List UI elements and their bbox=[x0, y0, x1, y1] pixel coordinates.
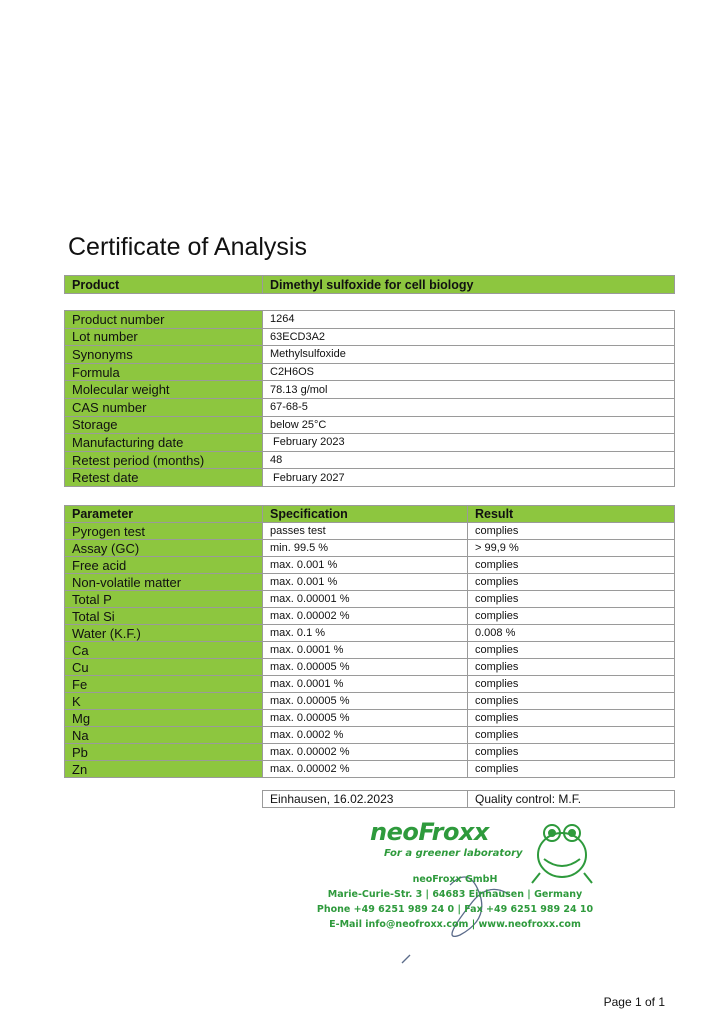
detail-value: February 2023 bbox=[263, 434, 675, 452]
detail-value: 48 bbox=[263, 451, 675, 469]
detail-label: Manufacturing date bbox=[65, 434, 263, 452]
product-value: Dimethyl sulfoxide for cell biology bbox=[263, 276, 675, 294]
spec-row bbox=[65, 523, 675, 540]
spec-parameter: Total P bbox=[65, 591, 263, 608]
brand-logo-text: neoFroxx bbox=[370, 818, 489, 846]
spec-result: complies bbox=[468, 693, 675, 710]
spec-parameter: Free acid bbox=[65, 557, 263, 574]
detail-value: below 25°C bbox=[263, 416, 675, 434]
detail-value: Methylsulfoxide bbox=[263, 346, 675, 364]
spec-row bbox=[65, 591, 675, 608]
stamp-address: Marie-Curie-Str. 3 | 64683 Einhausen | Germany bbox=[327, 889, 583, 900]
spec-row bbox=[65, 540, 675, 557]
detail-value: 63ECD3A2 bbox=[263, 328, 675, 346]
spec-parameter: Fe bbox=[65, 676, 263, 693]
spec-specification: min. 99.5 % bbox=[263, 540, 468, 557]
detail-label: Retest date bbox=[65, 469, 263, 487]
spec-row bbox=[65, 676, 675, 693]
detail-label: Molecular weight bbox=[65, 381, 263, 399]
spec-specification: max. 0.00002 % bbox=[263, 608, 468, 625]
detail-row bbox=[65, 381, 675, 399]
detail-row bbox=[65, 469, 675, 487]
spec-row bbox=[65, 727, 675, 744]
product-header-row bbox=[65, 276, 675, 294]
spec-specification: max. 0.00005 % bbox=[263, 693, 468, 710]
detail-row bbox=[65, 328, 675, 346]
brand-tagline: For a greener laboratory bbox=[384, 848, 523, 859]
spec-parameter: Cu bbox=[65, 659, 263, 676]
spec-parameter: Water (K.F.) bbox=[65, 625, 263, 642]
product-label: Product bbox=[65, 276, 263, 294]
spec-specification: max. 0.00002 % bbox=[263, 761, 468, 778]
spec-row bbox=[65, 659, 675, 676]
spec-row bbox=[65, 642, 675, 659]
signoff-quality-control: Quality control: M.F. bbox=[468, 791, 675, 808]
stamp-phone-fax: Phone +49 6251 989 24 0 | Fax +49 6251 989 24 10 bbox=[316, 904, 594, 915]
spec-result: complies bbox=[468, 727, 675, 744]
signoff-place-date: Einhausen, 16.02.2023 bbox=[263, 791, 468, 808]
spec-row bbox=[65, 710, 675, 727]
spec-parameter: K bbox=[65, 693, 263, 710]
page-number: Page 1 of 1 bbox=[603, 995, 665, 1009]
product-header-table bbox=[64, 275, 675, 294]
spec-specification: max. 0.00005 % bbox=[263, 659, 468, 676]
detail-value: 1264 bbox=[263, 311, 675, 329]
detail-row bbox=[65, 434, 675, 452]
spec-header-specification: Specification bbox=[263, 506, 468, 523]
detail-value: 78.13 g/mol bbox=[263, 381, 675, 399]
spec-parameter: Pb bbox=[65, 744, 263, 761]
detail-value: February 2027 bbox=[263, 469, 675, 487]
spec-header-row bbox=[65, 506, 675, 523]
spec-result: complies bbox=[468, 608, 675, 625]
spec-specification: max. 0.00001 % bbox=[263, 591, 468, 608]
spec-specification: max. 0.0001 % bbox=[263, 642, 468, 659]
spec-parameter: Ca bbox=[65, 642, 263, 659]
spec-parameter: Pyrogen test bbox=[65, 523, 263, 540]
spec-specification: max. 0.0002 % bbox=[263, 727, 468, 744]
spec-header-parameter: Parameter bbox=[65, 506, 263, 523]
spec-result: complies bbox=[468, 557, 675, 574]
spec-result: 0.008 % bbox=[468, 625, 675, 642]
detail-label: Lot number bbox=[65, 328, 263, 346]
detail-value: C2H6OS bbox=[263, 363, 675, 381]
detail-label: CAS number bbox=[65, 398, 263, 416]
signoff-row bbox=[263, 791, 675, 808]
details-table bbox=[64, 310, 675, 487]
detail-row bbox=[65, 398, 675, 416]
detail-label: Synonyms bbox=[65, 346, 263, 364]
spec-specification: max. 0.00002 % bbox=[263, 744, 468, 761]
spec-header-result: Result bbox=[468, 506, 675, 523]
detail-label: Formula bbox=[65, 363, 263, 381]
spec-parameter: Assay (GC) bbox=[65, 540, 263, 557]
spec-result: complies bbox=[468, 744, 675, 761]
stamp-email-web: E-Mail info@neofroxx.com | www.neofroxx.com bbox=[329, 919, 581, 930]
page-title: Certificate of Analysis bbox=[68, 233, 307, 261]
specification-table bbox=[64, 505, 675, 778]
spec-parameter: Na bbox=[65, 727, 263, 744]
spec-result: complies bbox=[468, 761, 675, 778]
spec-result: complies bbox=[468, 676, 675, 693]
spec-row bbox=[65, 625, 675, 642]
spec-specification: max. 0.00005 % bbox=[263, 710, 468, 727]
detail-row bbox=[65, 416, 675, 434]
spec-parameter: Total Si bbox=[65, 608, 263, 625]
detail-row bbox=[65, 311, 675, 329]
spec-row bbox=[65, 761, 675, 778]
spec-row bbox=[65, 574, 675, 591]
detail-row bbox=[65, 451, 675, 469]
spec-result: complies bbox=[468, 659, 675, 676]
signoff-table bbox=[262, 790, 675, 808]
spec-row bbox=[65, 557, 675, 574]
detail-label: Storage bbox=[65, 416, 263, 434]
spec-row bbox=[65, 693, 675, 710]
detail-label: Product number bbox=[65, 311, 263, 329]
spec-result: > 99,9 % bbox=[468, 540, 675, 557]
detail-value: 67-68-5 bbox=[263, 398, 675, 416]
spec-specification: max. 0.0001 % bbox=[263, 676, 468, 693]
spec-parameter: Non-volatile matter bbox=[65, 574, 263, 591]
spec-row bbox=[65, 744, 675, 761]
spec-result: complies bbox=[468, 710, 675, 727]
detail-row bbox=[65, 363, 675, 381]
spec-result: complies bbox=[468, 574, 675, 591]
spec-result: complies bbox=[468, 591, 675, 608]
spec-result: complies bbox=[468, 642, 675, 659]
spec-specification: max. 0.1 % bbox=[263, 625, 468, 642]
spec-specification: max. 0.001 % bbox=[263, 574, 468, 591]
spec-parameter: Zn bbox=[65, 761, 263, 778]
spec-parameter: Mg bbox=[65, 710, 263, 727]
spec-result: complies bbox=[468, 523, 675, 540]
detail-row bbox=[65, 346, 675, 364]
stamp-company: neoFroxx GmbH bbox=[412, 874, 498, 885]
spec-specification: max. 0.001 % bbox=[263, 557, 468, 574]
spec-specification: passes test bbox=[263, 523, 468, 540]
spec-row bbox=[65, 608, 675, 625]
detail-label: Retest period (months) bbox=[65, 451, 263, 469]
